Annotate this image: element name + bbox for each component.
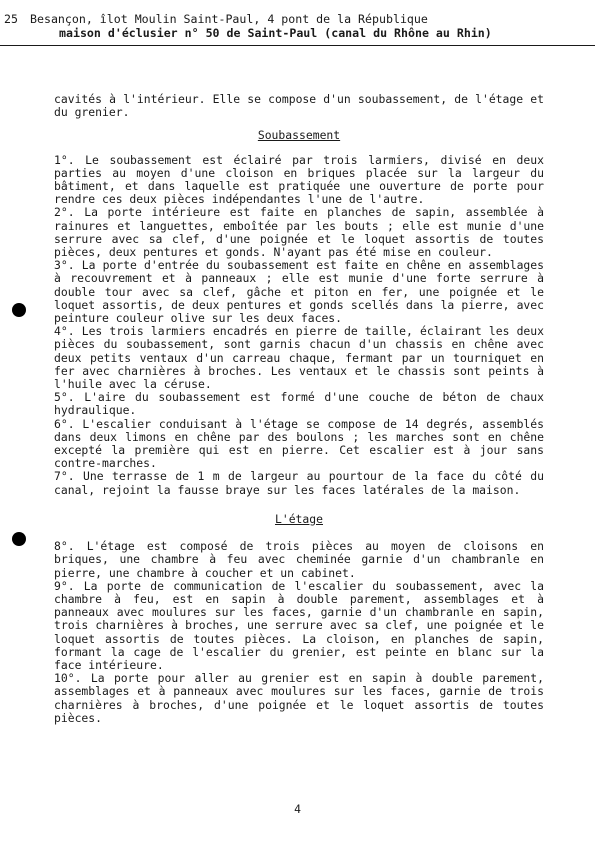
paragraph-9: 9°. La porte de communication de l'escalier du soubassement, avec la chambre à feu, est en sapin à double parement, assemblages et à panneaux avec moulures sur les faces, garnie d'un chambranle en sapin, trois charnières à broches, une serrure avec sa clef, une poignée et le loquet assortis de toutes pièces. La cloison, en planches de sapin, formant la cage de l'escalier du grenier, est peinte en blanc sur la face intérieure. xyxy=(54,578,544,672)
paragraph-10: 10°. La porte pour aller au grenier est en sapin à double parement, assemblages et à panneaux avec moulures sur les faces, garnie de trois charnières à broches, d'une poignée et le loquet assortis de toutes pièces. xyxy=(54,671,544,725)
section-title-etage: L'étage xyxy=(274,511,323,526)
header-rule xyxy=(0,45,595,46)
paragraph-2: 2°. La porte intérieure est faite en planches de sapin, assemblée à rainures et languettes, emboîtée par les bouts ; elle est munie d'une serrure avec sa clef, d'une poignée et le loquet assortis de toutes pièces, deux pentures et gonds. N'ayant pas été mise en couleur. xyxy=(54,205,544,260)
header-address: Besançon, îlot Moulin Saint-Paul, 4 pont de la République xyxy=(30,12,428,26)
document-body xyxy=(54,93,544,725)
header-subtitle: maison d'éclusier n° 50 de Saint-Paul (canal du Rhône au Rhin) xyxy=(59,26,492,40)
paragraph-5: 5°. L'aire du soubassement est formé d'une couche de béton de chaux hydraulique. xyxy=(54,390,544,418)
paragraph-6: 6°. L'escalier conduisant à l'étage se compose de 14 degrés, assemblés dans deux limons en chêne par des boulons ; les marches sont en chêne excepté la première qui est en pierre. Cet escalier est à jour sans contre-marches. xyxy=(54,416,544,471)
section-title-soubassement: Soubassement xyxy=(257,128,341,143)
paragraph-1: 1°. Le soubassement est éclairé par trois larmiers, divisé en deux parties au moyen d'une cloison en briques placée sur la largeur du bâtiment, et dans laquelle est pratiquée une ouverture de porte pour rendre ces deux pièces indépendantes l'une de l'autre. xyxy=(54,152,544,207)
header-page-ref: 25 xyxy=(4,12,18,26)
page-number: 4 xyxy=(294,802,301,816)
paragraph-3: 3°. La porte d'entrée du soubassement est faite en chêne en assemblages à recouvrement et à panneaux ; elle est munie d'une forte serrure à double tour avec sa clef, gâche et piton en fer, une poignée et le loquet assortis, de deux pentures et gonds scellés dans la pierre, avec peinture couleur olive sur les deux faces. xyxy=(54,258,544,326)
header-address-line xyxy=(4,12,564,26)
punch-hole-icon xyxy=(12,532,26,546)
paragraph-8: 8°. L'étage est composé de trois pièces au moyen de cloisons en briques, une chambre à feu avec cheminée garnie d'un chambranle en pierre, une chambre à coucher et un cabinet. xyxy=(54,539,544,580)
page-header xyxy=(4,12,564,40)
punch-hole-icon xyxy=(12,303,26,317)
intro-paragraph: cavités à l'intérieur. Elle se compose d'un soubassement, de l'étage et du grenier. xyxy=(54,92,544,120)
paragraph-4: 4°. Les trois larmiers encadrés en pierre de taille, éclairant les deux pièces du soubassement, sont garnis chacun d'un chassis en chêne avec deux petits ventaux d'un carreau chaque, fermant par un tourniquet en fer avec charnières à broches. Les ventaux et le chassis sont peints à l'huile avec la céruse. xyxy=(54,324,544,392)
paragraph-7: 7°. Une terrasse de 1 m de largeur au pourtour de la face du côté du canal, rejoint la fausse braye sur les faces latérales de la maison. xyxy=(54,469,544,497)
